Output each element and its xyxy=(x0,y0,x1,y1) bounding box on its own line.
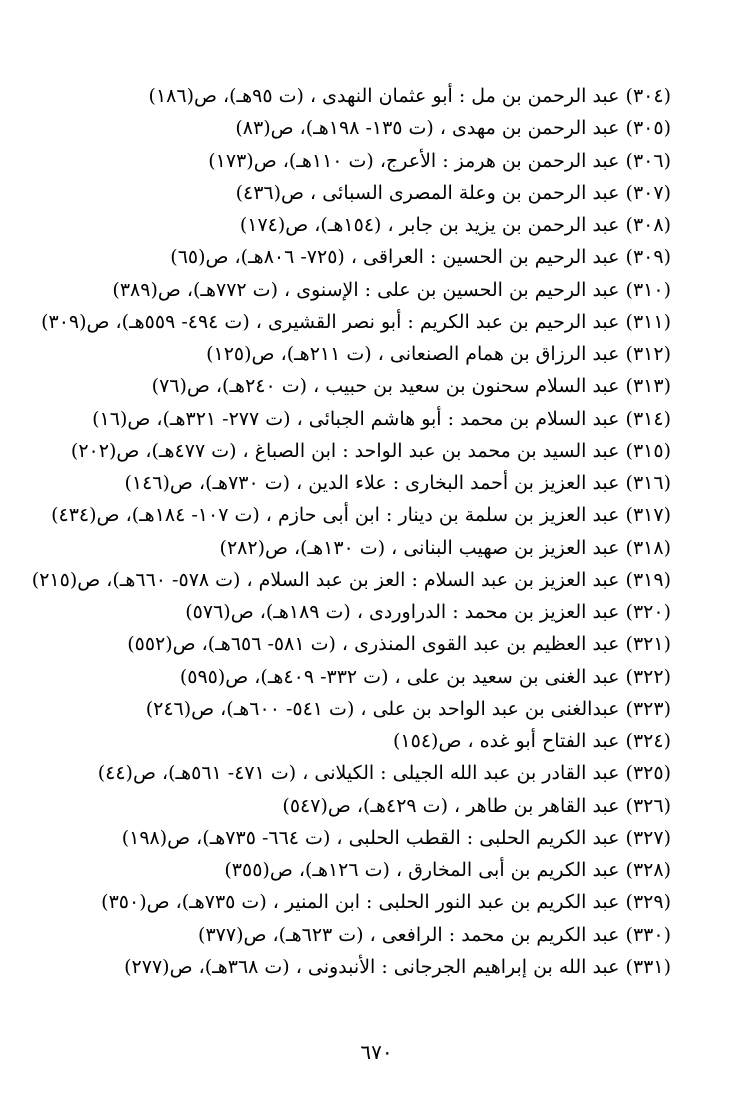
index-entry: (٣٢٧) عبد الكريم الحلبى : القطب الحلبى ، (ت ٦٦٤- ٧٣٥هـ)، ص(١٩٨) xyxy=(121,826,671,849)
index-entry: (٣١٥) عبد السيد بن محمد بن عبد الواحد : ابن الصباغ ، (ت ٤٧٧هـ)، ص(٢٠٢) xyxy=(70,439,671,462)
index-entry: (٣٠٦) عبد الرحمن بن هرمز : الأعرج، (ت ١١٠هـ)، ص(١٧٣) xyxy=(208,149,671,172)
index-entry: (٣٢٦) عبد القاهر بن طاهر ، (ت ٤٢٩هـ)، ص(٥٤٧) xyxy=(282,794,671,817)
index-entry: (٣٠٤) عبد الرحمن بن مل : أبو عثمان النهدى ، (ت ٩٥هـ)، ص(١٨٦) xyxy=(148,85,671,107)
index-entry: (٣٣١) عبد الله بن إبراهيم الجرجانى : الأنبدونى ، (ت ٣٦٨هـ)، ص(٢٧٧) xyxy=(124,955,671,978)
index-entry: (٣٣٠) عبد الكريم بن محمد : الرافعى ، (ت ٦٢٣هـ)، ص(٣٧٧) xyxy=(198,923,671,946)
index-entry: (٣١٣) عبد السلام سحنون بن سعيد بن حبيب ، (ت ٢٤٠هـ)، ص(٧٦) xyxy=(151,375,671,398)
page-number: ٦٧٠ xyxy=(360,1040,393,1064)
index-entry: (٣٢٩) عبد الكريم بن عبد النور الحلبى : ابن المنير ، (ت ٧٣٥هـ)، ص(٣٥٠) xyxy=(101,891,671,914)
index-entry: (٣٠٨) عبد الرحمن بن يزيد بن جابر ، (١٥٤هـ)، ص(١٧٤) xyxy=(239,214,671,236)
index-entry: (٣٠٩) عبد الرحيم بن الحسين : العراقى ، (٧٢٥- ٨٠٦هـ)، ص(٦٥) xyxy=(170,246,671,269)
index-entry: (٣١٤) عبد السلام بن محمد : أبو هاشم الجبائى ، (ت ٢٧٧- ٣٢١هـ)، ص(١٦) xyxy=(92,407,671,430)
index-entry: (٣١٨) عبد العزيز بن صهيب البنانى ، (ت ١٣٠هـ)، ص(٢٨٢) xyxy=(219,536,671,559)
index-entry: (٣١٦) عبد العزيز بن أحمد البخارى : علاء الدين ، (ت ٧٣٠هـ)، ص(١٤٦) xyxy=(124,472,671,494)
index-entry: (٣٠٧) عبد الرحمن بن وعلة المصرى السبائى ، ص(٤٣٦) xyxy=(235,181,671,204)
index-entry: (٣٢٨) عبد الكريم بن أبى المخارق ، (ت ١٢٦هـ)، ص(٣٥٥) xyxy=(224,859,671,881)
index-entry: (٣٢٠) عبد العزيز بن محمد : الدراوردى ، (ت ١٨٩هـ)، ص(٥٧٦) xyxy=(185,601,671,623)
index-entry: (٣١٠) عبد الرحيم بن الحسين بن على : الإسنوى ، (ت ٧٧٢هـ)، ص(٣٨٩) xyxy=(112,278,671,301)
index-entry: (٣٢٥) عبد القادر بن عبد الله الجيلى : الكيلانى ، (ت ٤٧١- ٥٦١هـ)، ص(٤٤) xyxy=(97,762,671,785)
index-entry: (٣٢١) عبد العظيم بن عبد القوى المنذرى ، (ت ٥٨١- ٦٥٦هـ)، ص(٥٥٢) xyxy=(127,633,671,656)
index-entry: (٣١٢) عبد الرزاق بن همام الصنعانى ، (ت ٢١١هـ)، ص(١٢٥) xyxy=(206,343,671,365)
index-entry: (٣٢٤) عبد الفتاح أبو غده ، ص(١٥٤) xyxy=(392,730,671,752)
biography-index-list xyxy=(31,80,671,983)
index-entry: (٣٢٢) عبد الغنى بن سعيد بن على ، (ت ٣٣٢- ٤٠٩هـ)، ص(٥٩٥) xyxy=(179,665,671,688)
index-entry: (٣٠٥) عبد الرحمن بن مهدى ، (ت ١٣٥- ١٩٨هـ)، ص(٨٣) xyxy=(235,117,671,140)
index-entry: (٣١٩) عبد العزيز بن عبد السلام : العز بن عبد السلام ، (ت ٥٧٨- ٦٦٠هـ)، ص(٢١٥) xyxy=(31,568,671,591)
index-entry: (٣١٧) عبد العزيز بن سلمة بن دينار : ابن أبى حازم ، (ت ١٠٧- ١٨٤هـ)، ص(٤٣٤) xyxy=(51,504,671,527)
index-entry: (٣٢٣) عبدالغنى بن عبد الواحد بن على ، (ت ٥٤١- ٦٠٠هـ)، ص(٢٤٦) xyxy=(145,697,671,720)
index-entry: (٣١١) عبد الرحيم بن عبد الكريم : أبو نصر القشيرى ، (ت ٤٩٤- ٥٥٩هـ)، ص(٣٠٩) xyxy=(41,310,671,333)
